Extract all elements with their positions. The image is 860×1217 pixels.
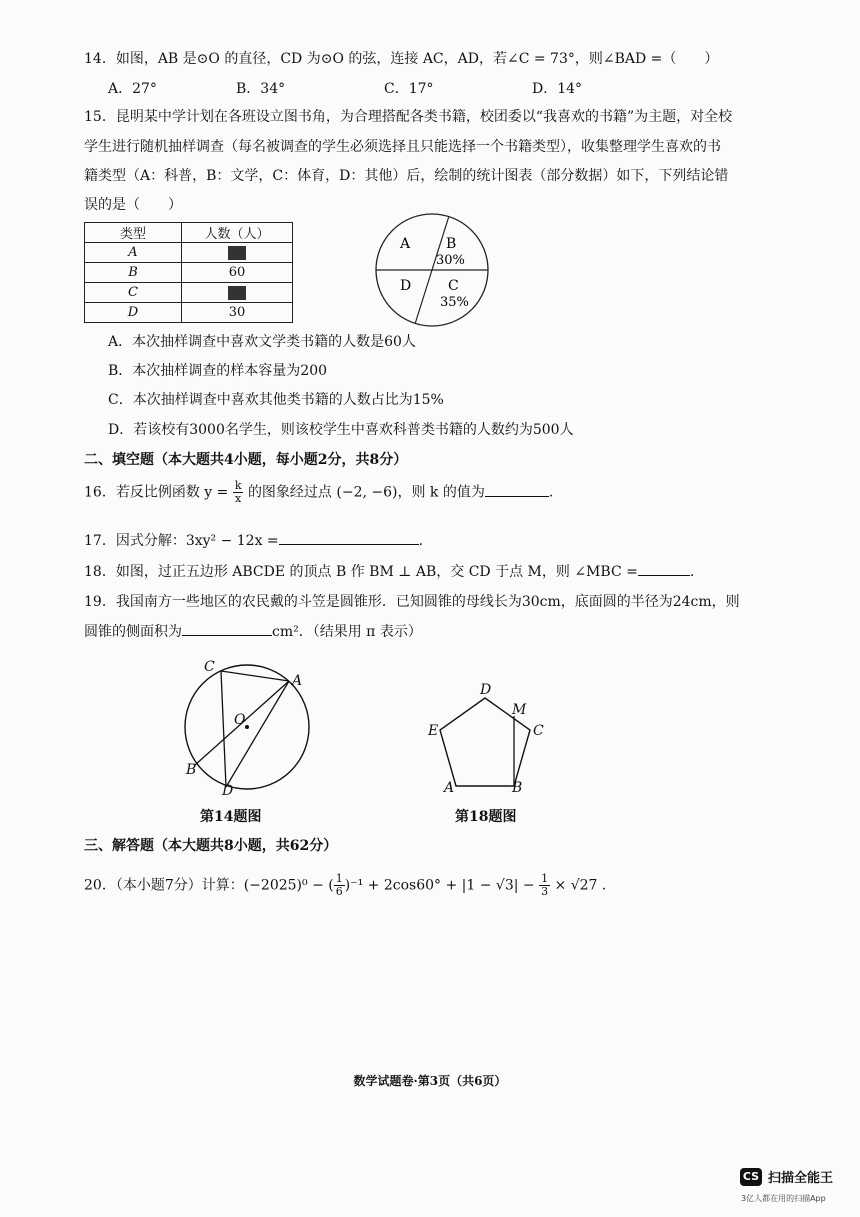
q19-line-2 [84,621,422,641]
q16 [84,480,553,505]
table-header-row [85,223,293,243]
q14-option-a: A．27° [108,81,157,97]
scanner-logo-badge: CS [740,1168,762,1186]
q14-option-b: B．34° [236,81,286,97]
q18-answer-blank [638,563,690,576]
table-row [85,303,293,323]
q16-end: . [548,484,554,501]
q18 [84,561,694,581]
q17-prefix: 17．因式分解：3xy² − 12x = [84,533,279,549]
q15-option-c: C．本次抽样调查中喜欢其他类书籍的人数占比为15% [108,392,444,408]
q15-line-2: 学生进行随机抽样调查（每名被调查的学生必须选择且只能选择一个书籍类型），收集整理学生喜欢的书 [84,139,721,155]
table-row [85,263,293,283]
table-row [85,283,293,303]
fig14-chord-ad [226,681,289,787]
fig18-caption: 第18题图 [455,809,517,825]
q20-mid: ⁻¹ + 2cos60° + |1 − √3| − [350,877,535,894]
q15-line-4: 误的是（ ） [84,197,182,213]
table-cell-type: C [85,283,182,303]
fig14-chord-ca [221,671,289,681]
section-2-heading: 二、填空题（本大题共4小题，每小题2分，共8分） [84,452,408,468]
section-3-heading: 三、解答题（本大题共8小题，共62分） [84,838,338,854]
table-header-type: 类型 [85,223,182,243]
fig14-chord-cd [221,671,226,787]
pie-label-b-pct: 30% [436,253,465,268]
q20-f2-num: 1 [541,872,549,885]
q19-line2-prefix: 圆锥的侧面积为 [84,624,182,640]
q16-answer-blank [485,484,549,497]
table-cell-count: 60 [182,263,293,283]
q20-suffix: × √27 . [554,877,607,894]
fig18-label-d: D [480,682,492,698]
fig18-label-e: E [428,723,439,739]
pie-divider-cd [415,270,432,324]
pie-label-c: C [448,278,459,294]
q17 [84,530,423,550]
pie-label-a: A [400,236,411,252]
pie-label-b: B [446,236,457,252]
fig18-label-b: B [512,780,523,796]
table-cell-redacted [182,243,293,263]
pie-label-d: D [400,278,412,294]
q15-data-table [84,222,293,323]
q15-line-3: 籍类型（A：科普，B：文学，C：体育，D：其他）后，绘制的统计图表（部分数据）如下，下列结论错 [84,168,729,184]
fig14-label-b: B [186,762,197,778]
fig14-caption: 第14题图 [200,809,262,825]
q20-f2-den: 3 [541,885,549,898]
q15-option-a: A．本次抽样调查中喜欢文学类书籍的人数是60人 [108,334,416,350]
table-cell-type: B [85,263,182,283]
q20-fraction-2 [539,873,550,898]
q19-line2-suffix: cm²．（结果用 π 表示） [272,624,422,640]
table-cell-redacted [182,283,293,303]
q16-suffix: 的图象经过点 (−2, −6)，则 k 的值为 [247,484,485,501]
q17-end: . [418,533,424,549]
q20-f1-num: 1 [335,872,343,885]
page-footer: 数学试题卷·第3页（共6页） [353,1074,507,1088]
fig18-label-c: C [533,723,544,739]
q14-option-d: D．14° [532,81,583,97]
q20-prefix: 20．（本小题7分）计算：(−2025)⁰ − [84,877,324,894]
table-header-count: 人数（人） [182,223,293,243]
scanner-logo-tagline: 3亿人都在用的扫描App [741,1194,826,1203]
fig18-label-a: A [444,780,455,796]
q14-stem: 14．如图，AB 是⊙O 的直径，CD 为⊙O 的弦，连接 AC，AD，若∠C = 73°，则∠BAD =（ ） [84,51,719,67]
q15-option-d: D．若该校有3000名学生，则该校学生中喜欢科普类书籍的人数约为500人 [108,422,574,438]
fig14-label-o: O [234,712,246,728]
q19-line-1: 19．我国南方一些地区的农民戴的斗笠是圆锥形．已知圆锥的母线长为30cm，底面圆的半径为24cm，则 [84,594,740,610]
q20-fraction-1 [334,873,345,898]
table-cell-type: D [85,303,182,323]
fig14-center-dot [245,725,249,729]
redacted-block [228,246,246,260]
table-row [85,243,293,263]
q15-option-b: B．本次抽样调查的样本容量为200 [108,363,328,379]
table-cell-type: A [85,243,182,263]
q19-answer-blank [182,623,272,636]
pie-label-c-pct: 35% [440,295,469,310]
fig14-label-d: D [222,783,234,799]
fig14-label-a: A [292,673,303,689]
fig14-label-c: C [204,659,215,675]
q16-fraction [233,480,244,505]
fig14-diagram [175,655,325,803]
q15-pie-chart [370,208,494,332]
q20: 20．（本小题7分）计算：(−2025)⁰ − ( $\frac{1}{6}$ )⁻¹ + 2cos60° + |1 − √3| − $\frac{1}{3}$ × √27 . [84,872,607,898]
q18-text: 18．如图，过正五边形 ABCDE 的顶点 B 作 BM ⊥ AB，交 CD 于点 M，则 ∠MBC = [84,564,638,580]
q14-option-c: C．17° [384,81,434,97]
q18-end: . [689,564,695,580]
q20-f1-den: 6 [335,885,343,898]
q16-prefix: 16．若反比例函数 y = [84,484,229,501]
redacted-block [228,286,246,300]
q15-line-1: 15．昆明某中学计划在各班设立图书角，为合理搭配各类书籍，校团委以“我喜欢的书籍”为主题，对全校 [84,109,733,125]
q17-answer-blank [279,532,419,545]
q16-fraction-den: x [235,492,242,505]
q16-fraction-num: k [234,479,242,492]
scanner-logo-name: 扫描全能王 [768,1171,834,1186]
table-cell-count: 30 [182,303,293,323]
fig18-label-m: M [512,702,527,718]
